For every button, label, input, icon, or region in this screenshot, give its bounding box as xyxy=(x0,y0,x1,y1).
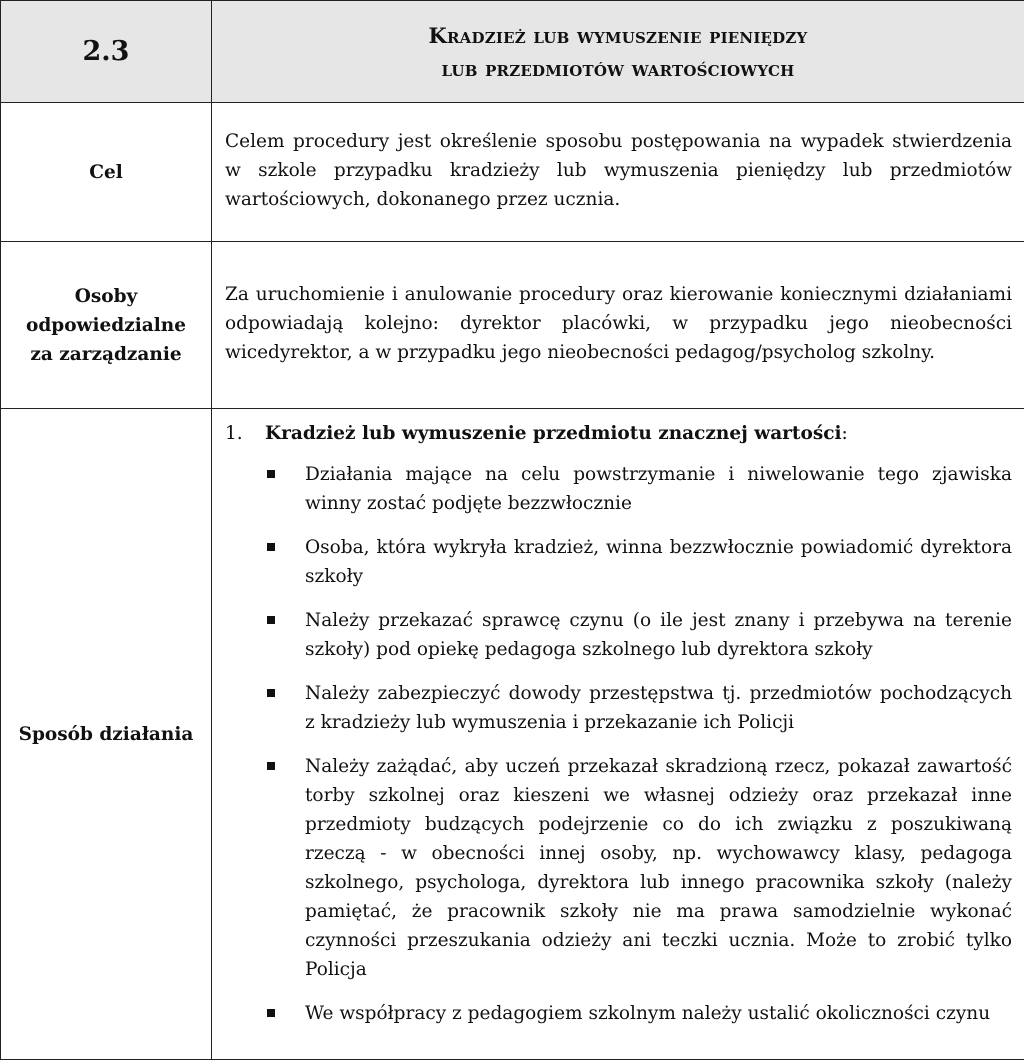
row-osoby xyxy=(1,242,1024,409)
list-item xyxy=(265,533,1012,591)
procedure-title xyxy=(212,19,1024,85)
list-item xyxy=(265,752,1012,984)
square-bullet-icon xyxy=(267,470,275,478)
content-cel xyxy=(212,103,1024,242)
procedure-number-cell xyxy=(1,1,212,103)
item-number: 1. xyxy=(225,419,243,448)
label-osoby-line-1: Osoby xyxy=(1,282,211,311)
row-cel xyxy=(1,103,1024,242)
list-item-text: Należy zabezpieczyć dowody przestępstwa tj. przedmiotów pochodzących z kradzieży lub wymuszenia i przekazanie ich Policji xyxy=(305,683,1012,733)
square-bullet-icon xyxy=(267,762,275,770)
bullet-list xyxy=(225,460,1012,1028)
square-bullet-icon xyxy=(267,1009,275,1017)
numbered-item-heading xyxy=(225,419,1012,448)
osoby-text: Za uruchomienie i anulowanie procedury oraz kierowanie koniecznymi działaniami odpowiadają kolejno: dyrektor placówki, w przypadku jego nieobecności wicedyrektor, a w przypadku jego nieobecności pedagog/psycholog szkolny. xyxy=(225,280,1012,367)
procedure-title-line-2: lub przedmiotów wartościowych xyxy=(212,52,1024,85)
label-sposob-text: Sposób działania xyxy=(1,720,211,749)
list-item-text: We współpracy z pedagogiem szkolnym należy ustalić okoliczności czynu xyxy=(305,1003,990,1024)
list-item-text: Osoba, która wykryła kradzież, winna bezzwłocznie powiadomić dyrektora szkoły xyxy=(305,537,1012,587)
row-sposob xyxy=(1,409,1024,1060)
label-osoby xyxy=(1,242,212,409)
label-osoby-line-3: za zarządzanie xyxy=(1,340,211,369)
item-title-suffix: : xyxy=(842,423,848,444)
square-bullet-icon xyxy=(267,543,275,551)
procedure-number: 2.3 xyxy=(83,36,130,67)
list-item xyxy=(265,460,1012,518)
list-item-text: Działania mające na celu powstrzymanie i niwelowanie tego zjawiska winny zostać podjęte bezzwłocznie xyxy=(305,464,1012,514)
square-bullet-icon xyxy=(267,616,275,624)
content-sposob xyxy=(212,409,1024,1060)
content-osoby xyxy=(212,242,1024,409)
cel-text: Celem procedury jest określenie sposobu postępowania na wypadek stwierdzenia w szkole przypadku kradzieży lub wymuszenia pieniędzy lub przedmiotów wartościowych, dokonanego przez ucznia. xyxy=(225,127,1012,214)
list-item xyxy=(265,999,1012,1028)
procedure-title-cell xyxy=(212,1,1024,103)
square-bullet-icon xyxy=(267,689,275,697)
label-osoby-line-2: odpowiedzialne xyxy=(1,311,211,340)
header-row xyxy=(1,1,1024,103)
list-item xyxy=(265,606,1012,664)
list-item-text: Należy zażądać, aby uczeń przekazał skradzioną rzecz, pokazał zawartość torby szkolnej oraz kieszeni we własnej odzieży oraz przekazał inne przedmioty budzących podejrzenie co do ich związku z poszukiwaną rzeczą - w obecności innej osoby, np. wychowawcy klasy, pedagoga szkolnego, psychologa, dyrektora lub innego pracownika szkoły (należy pamiętać, że pracownik szkoły nie ma prawa samodzielnie wykonać czynności przeszukania odzieży ani teczki ucznia. Może to zrobić tylko Policja xyxy=(305,756,1012,980)
item-title: Kradzież lub wymuszenie przedmiotu znacznej wartości xyxy=(265,423,842,444)
label-sposob xyxy=(1,409,212,1060)
label-cel xyxy=(1,103,212,242)
procedure-title-line-1: Kradzież lub wymuszenie pieniędzy xyxy=(212,19,1024,52)
list-item xyxy=(265,679,1012,737)
list-item-text: Należy przekazać sprawcę czynu (o ile jest znany i przebywa na terenie szkoły) pod opiekę pedagoga szkolnego lub dyrektora szkoły xyxy=(305,610,1012,660)
label-cel-text: Cel xyxy=(1,158,211,187)
